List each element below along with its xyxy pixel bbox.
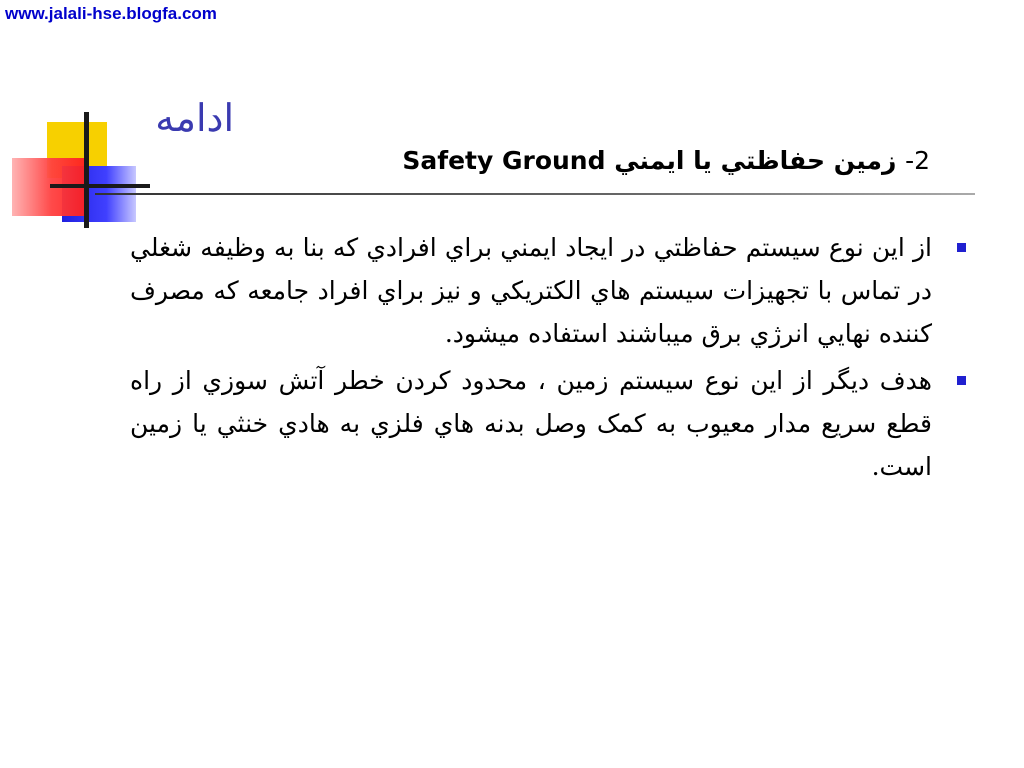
slide-subtitle [402,146,930,175]
bullet-text: هدف ديگر از اين نوع سيستم زمين ، محدود كردن خطر آتش سوزي از راه قطع سريع مدار معيوب به كمک وصل بدنه هاي فلزي به هادي خنثي يا زمين است. [130,366,932,481]
bullet-item [120,226,980,355]
logo-vertical-line [84,112,89,228]
bullet-text: از اين نوع سيستم حفاظتي در ايجاد ايمني براي افرادي كه بنا به وظيفه شغلي در تماس با تجهيزات سيستم هاي الكتريكي و نيز براي افراد جامعه كه مصرف كننده نهايي انرژي برق ميباشند استفاده ميشود. [130,233,932,348]
decorative-logo-squares [0,100,150,240]
subtitle-text: زمين حفاظتي يا ايمني Safety Ground [402,146,897,175]
title-divider [95,193,975,195]
logo-horizontal-line [50,184,150,188]
site-url-header: www.jalali-hse.blogfa.com [5,4,217,23]
bullet-item [120,359,980,488]
slide-title: ادامه [155,98,234,140]
bullet-list [120,226,980,492]
bullet-square-icon [957,376,966,385]
bullet-square-icon [957,243,966,252]
subtitle-number: 2- [905,146,930,175]
